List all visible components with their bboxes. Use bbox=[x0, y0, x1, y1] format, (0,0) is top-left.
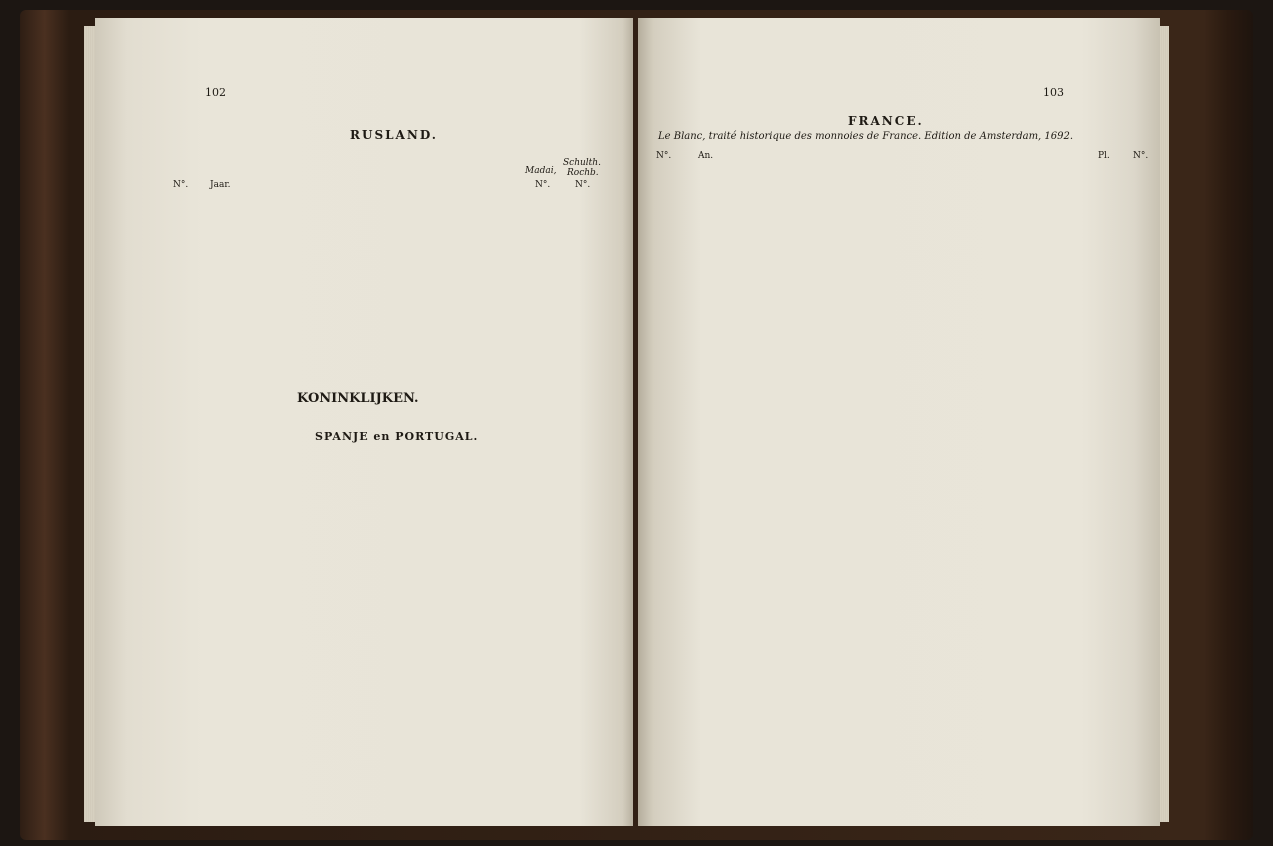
col-header-rochb: Rochb. bbox=[567, 168, 599, 178]
page-number-right: 103 bbox=[1043, 86, 1064, 99]
subsection-title-spanje: SPANJE en PORTUGAL. bbox=[315, 430, 479, 443]
col-header-no-r: N°. bbox=[656, 151, 672, 161]
section-title-france: FRANCE. bbox=[848, 114, 924, 128]
reference-subtitle: Le Blanc, traité historique des monnoies de France. Edition de Amsterdam, 1692. bbox=[658, 131, 1074, 142]
col-header-madai: Madai, bbox=[525, 166, 557, 176]
left-page bbox=[95, 18, 633, 826]
right-page bbox=[638, 18, 1160, 826]
col-header-madai-no: N°. bbox=[535, 180, 551, 190]
page-number-left: 102 bbox=[205, 86, 226, 99]
col-header-schulth-no: N°. bbox=[575, 180, 591, 190]
col-header-schulth: Schulth. bbox=[563, 158, 601, 168]
col-header-n: N°. bbox=[1133, 151, 1149, 161]
col-header-no: N°. bbox=[173, 180, 189, 190]
section-title-koninklijken: KONINKLIJKEN. bbox=[297, 391, 419, 406]
col-header-pl: Pl. bbox=[1098, 151, 1110, 161]
col-header-year: Jaar. bbox=[210, 180, 231, 190]
section-title-rusland: RUSLAND. bbox=[350, 128, 438, 142]
col-header-year-r: An. bbox=[698, 151, 714, 161]
